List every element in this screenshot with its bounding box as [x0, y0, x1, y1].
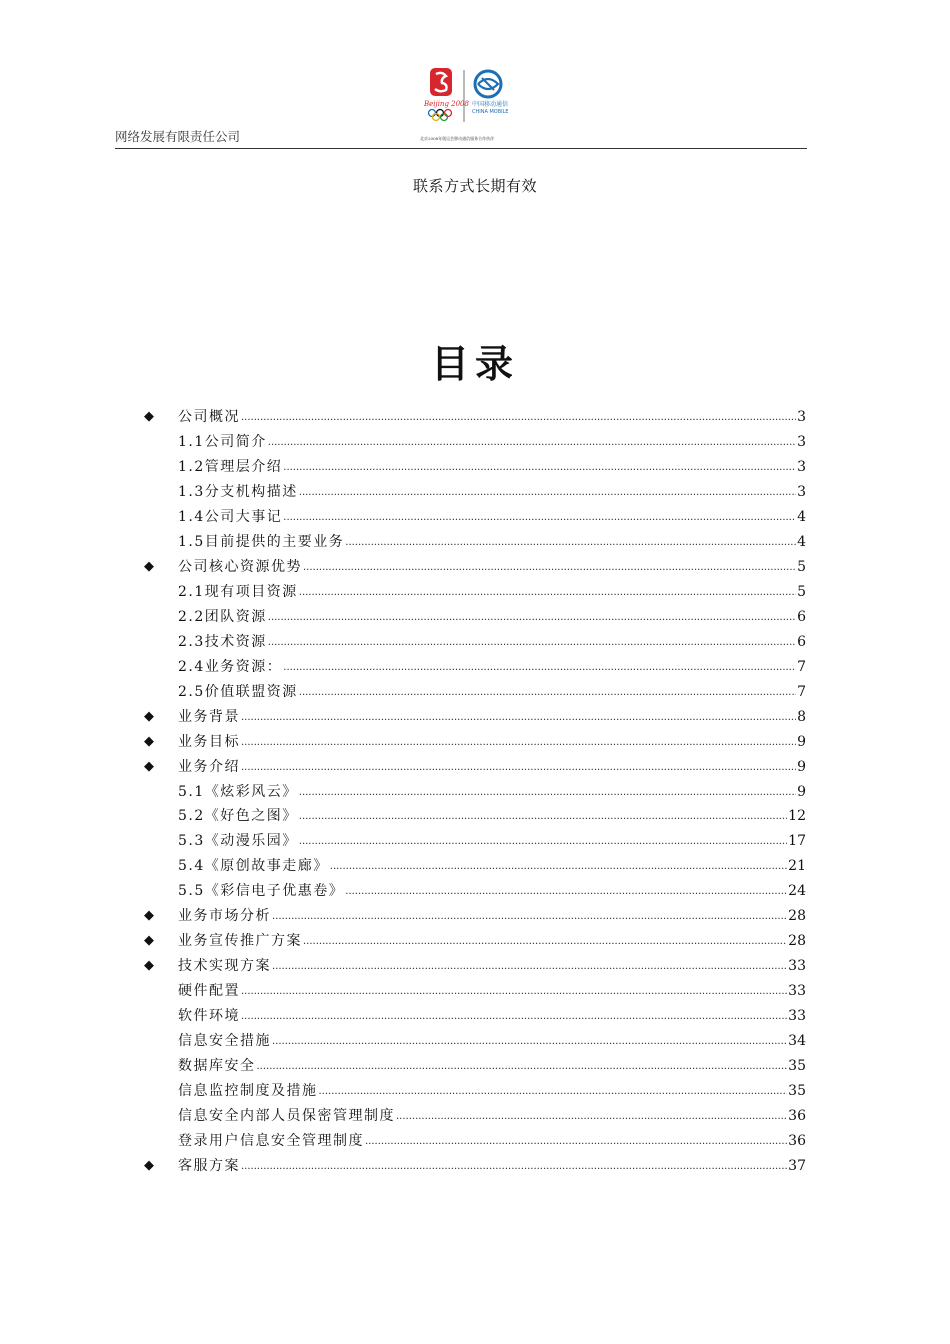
- diamond-bullet-icon: ◆: [144, 758, 154, 774]
- logo-caption: 北京2008年奥运会移动通信服务合作伙伴: [420, 136, 495, 141]
- toc-dot-leader: [299, 679, 796, 705]
- toc-entry[interactable]: [144, 654, 806, 679]
- beijing-2008-china-mobile-logo: [420, 66, 512, 148]
- toc-page-number: 35: [788, 1057, 806, 1074]
- toc-entry-label: 2.4业务资源：: [178, 658, 283, 675]
- toc-page-number: 9: [797, 733, 806, 750]
- toc-page-number: 36: [788, 1107, 806, 1124]
- toc-page-number: 33: [788, 983, 806, 1000]
- toc-entry-label: 业务背景: [178, 708, 240, 725]
- toc-dot-leader: [241, 729, 796, 755]
- toc-entry-label: 业务宣传推广方案: [178, 933, 302, 950]
- toc-page-number: 33: [788, 1007, 806, 1024]
- toc-entry-label: 5.5《彩信电子优惠卷》: [178, 883, 345, 900]
- toc-entry[interactable]: [144, 405, 806, 430]
- toc-entry[interactable]: [144, 629, 806, 654]
- toc-entry-label: 1.4公司大事记: [178, 509, 283, 526]
- toc-page-number: 6: [797, 608, 806, 625]
- toc-entry[interactable]: [144, 729, 806, 754]
- toc-page-number: 6: [797, 633, 806, 650]
- toc-dot-leader: [268, 604, 796, 630]
- toc-page-number: 37: [788, 1157, 806, 1174]
- table-of-contents: [144, 405, 806, 1178]
- toc-dot-leader: [268, 429, 796, 455]
- toc-dot-leader: [299, 479, 796, 505]
- toc-dot-leader: [241, 978, 787, 1004]
- toc-entry[interactable]: [144, 555, 806, 580]
- toc-entry[interactable]: [144, 804, 806, 829]
- toc-dot-leader: [257, 1053, 788, 1079]
- toc-page-number: 17: [788, 833, 806, 850]
- toc-page-number: 5: [797, 559, 806, 576]
- toc-entry[interactable]: [144, 1004, 806, 1029]
- svg-text:Beijing 2008: Beijing 2008: [424, 100, 469, 108]
- toc-dot-leader: [272, 903, 787, 929]
- toc-entry[interactable]: [144, 679, 806, 704]
- toc-page-number: 12: [788, 808, 806, 825]
- toc-page-number: 5: [797, 584, 806, 601]
- toc-dot-leader: [330, 853, 787, 879]
- toc-entry-label: 1.2管理层介绍: [178, 459, 283, 476]
- diamond-bullet-icon: ◆: [144, 733, 154, 749]
- toc-dot-leader: [345, 529, 796, 555]
- toc-entry-label: 5.2《好色之图》: [178, 808, 298, 825]
- toc-page-number: 34: [788, 1032, 806, 1049]
- toc-dot-leader: [268, 629, 796, 655]
- toc-dot-leader: [241, 704, 796, 730]
- diamond-bullet-icon: ◆: [144, 708, 154, 724]
- toc-page-number: 36: [788, 1132, 806, 1149]
- toc-dot-leader: [283, 654, 796, 680]
- toc-dot-leader: [241, 1003, 787, 1029]
- toc-entry[interactable]: [144, 954, 806, 979]
- diamond-bullet-icon: ◆: [144, 908, 154, 924]
- toc-entry-label: 2.1现有项目资源: [178, 584, 298, 601]
- toc-dot-leader: [396, 1103, 787, 1129]
- toc-entry[interactable]: [144, 1153, 806, 1178]
- toc-page-number: 4: [797, 509, 806, 526]
- toc-entry[interactable]: [144, 505, 806, 530]
- toc-page-number: 28: [788, 908, 806, 925]
- logo-graphic-icon: [420, 66, 512, 136]
- toc-entry[interactable]: [144, 829, 806, 854]
- toc-dot-leader: [272, 953, 787, 979]
- toc-dot-leader: [241, 754, 796, 780]
- toc-page-number: 4: [797, 534, 806, 551]
- toc-entry[interactable]: [144, 455, 806, 480]
- toc-entry[interactable]: [144, 754, 806, 779]
- toc-entry-label: 1.5目前提供的主要业务: [178, 534, 345, 551]
- toc-entry-label: 5.3《动漫乐园》: [178, 833, 298, 850]
- diamond-bullet-icon: ◆: [144, 559, 154, 575]
- toc-entry[interactable]: [144, 1028, 806, 1053]
- contact-note: 联系方式长期有效: [412, 177, 537, 195]
- toc-entry-label: 5.1《炫彩风云》: [178, 783, 298, 800]
- toc-entry-label: 信息安全内部人员保密管理制度: [178, 1107, 395, 1124]
- toc-page-number: 9: [797, 783, 806, 800]
- toc-entry[interactable]: [144, 430, 806, 455]
- toc-page-number: 33: [788, 958, 806, 975]
- toc-entry[interactable]: [144, 1078, 806, 1103]
- svg-text:CHINA MOBILE: CHINA MOBILE: [472, 109, 509, 115]
- toc-dot-leader: [283, 504, 796, 530]
- toc-dot-leader: [319, 1078, 788, 1104]
- toc-page-number: 3: [797, 459, 806, 476]
- toc-entry-label: 公司核心资源优势: [178, 559, 302, 576]
- svg-text:中国移动通信: 中国移动通信: [472, 101, 509, 108]
- toc-entry-label: 业务目标: [178, 733, 240, 750]
- toc-page-number: 24: [788, 883, 806, 900]
- toc-entry[interactable]: [144, 530, 806, 555]
- toc-page-number: 7: [797, 658, 806, 675]
- toc-entry-label: 业务介绍: [178, 758, 240, 775]
- toc-entry[interactable]: [144, 904, 806, 929]
- toc-page-number: 21: [788, 858, 806, 875]
- toc-page-number: 7: [797, 683, 806, 700]
- toc-entry[interactable]: [144, 605, 806, 630]
- toc-entry[interactable]: [144, 854, 806, 879]
- toc-dot-leader: [299, 579, 796, 605]
- toc-entry-label: 信息监控制度及措施: [178, 1082, 318, 1099]
- toc-page-number: 8: [797, 708, 806, 725]
- toc-entry-label: 1.1公司简介: [178, 434, 267, 451]
- toc-dot-leader: [241, 1153, 787, 1179]
- toc-page-number: 3: [797, 409, 806, 426]
- toc-entry[interactable]: [144, 779, 806, 804]
- toc-entry-label: 2.5价值联盟资源: [178, 683, 298, 700]
- toc-page-number: 3: [797, 434, 806, 451]
- diamond-bullet-icon: ◆: [144, 933, 154, 949]
- toc-entry-label: 业务市场分析: [178, 908, 271, 925]
- toc-title: 目录: [430, 342, 519, 386]
- toc-entry[interactable]: [144, 704, 806, 729]
- toc-dot-leader: [365, 1128, 787, 1154]
- toc-page-number: 9: [797, 758, 806, 775]
- toc-dot-leader: [283, 454, 796, 480]
- toc-entry-label: 2.2团队资源: [178, 608, 267, 625]
- toc-dot-leader: [303, 928, 787, 954]
- diamond-bullet-icon: ◆: [144, 1157, 154, 1173]
- toc-entry-label: 2.3技术资源: [178, 633, 267, 650]
- toc-dot-leader: [241, 404, 796, 430]
- toc-dot-leader: [272, 1028, 787, 1054]
- toc-entry[interactable]: [144, 1128, 806, 1153]
- toc-entry-label: 软件环境: [178, 1007, 240, 1024]
- toc-entry[interactable]: [144, 580, 806, 605]
- diamond-bullet-icon: ◆: [144, 409, 154, 425]
- toc-entry-label: 公司概况: [178, 409, 240, 426]
- toc-page-number: 35: [788, 1082, 806, 1099]
- diamond-bullet-icon: ◆: [144, 958, 154, 974]
- toc-entry-label: 登录用户信息安全管理制度: [178, 1132, 364, 1149]
- toc-entry-label: 数据库安全: [178, 1057, 256, 1074]
- toc-entry-label: 1.3分支机构描述: [178, 484, 298, 501]
- toc-entry-label: 硬件配置: [178, 983, 240, 1000]
- toc-dot-leader: [345, 878, 787, 904]
- toc-dot-leader: [299, 779, 796, 805]
- toc-entry-label: 信息安全措施: [178, 1032, 271, 1049]
- toc-entry-label: 技术实现方案: [178, 958, 271, 975]
- page-header: [115, 62, 807, 149]
- toc-dot-leader: [299, 803, 787, 829]
- toc-entry-label: 5.4《原创故事走廊》: [178, 858, 329, 875]
- toc-entry[interactable]: [144, 879, 806, 904]
- toc-entry[interactable]: [144, 979, 806, 1004]
- toc-page-number: 3: [797, 484, 806, 501]
- toc-entry[interactable]: [144, 1103, 806, 1128]
- toc-dot-leader: [303, 554, 796, 580]
- company-name: 网络发展有限责任公司: [115, 129, 241, 144]
- toc-entry[interactable]: [144, 1053, 806, 1078]
- toc-entry[interactable]: [144, 480, 806, 505]
- toc-dot-leader: [299, 828, 787, 854]
- toc-page-number: 28: [788, 933, 806, 950]
- toc-entry-label: 客服方案: [178, 1157, 240, 1174]
- toc-entry[interactable]: [144, 929, 806, 954]
